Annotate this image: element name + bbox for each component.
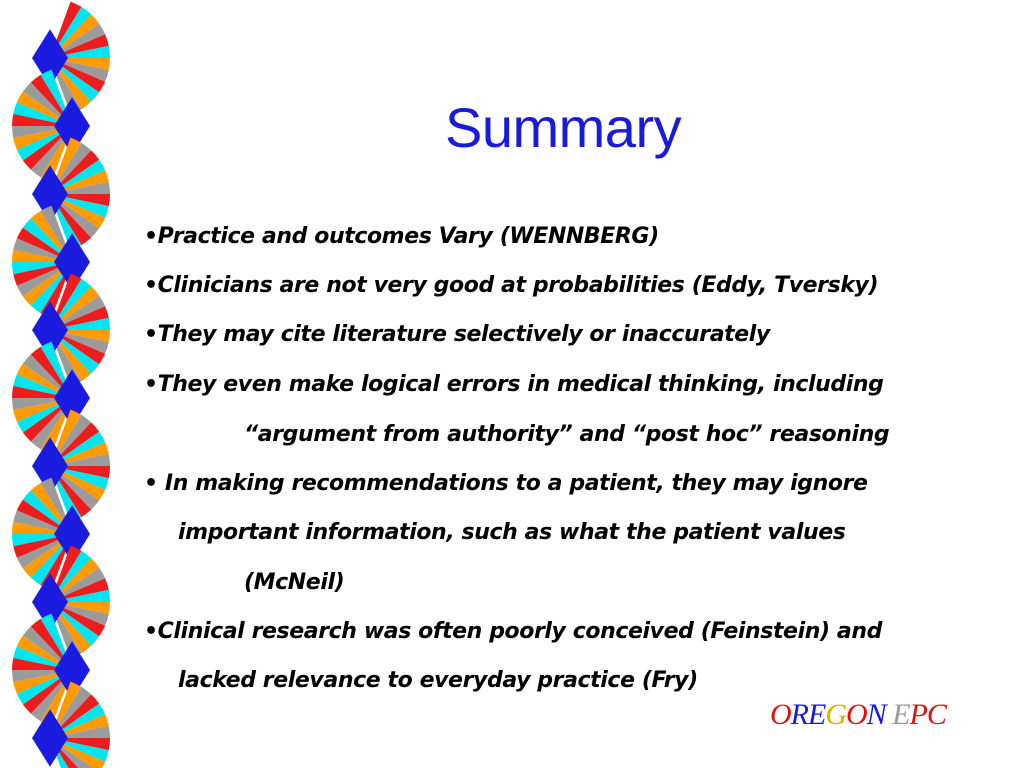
bullet-4: •They even make logical errors in medical thinking, including (144, 372, 884, 397)
decorative-fan-border (0, 0, 120, 768)
logo-letter: E (892, 698, 910, 731)
logo-letter: R (790, 698, 808, 731)
slide-title: Summary (445, 96, 682, 159)
bullet-6: •Clinical research was often poorly conceived (Feinstein) and (144, 619, 882, 644)
oregon-epc-logo (770, 700, 946, 730)
bullet-5: • In making recommendations to a patient, they may ignore (144, 471, 868, 496)
logo-letter: P (909, 698, 927, 731)
bullet-2: •Clinicians are not very good at probabilities (Eddy, Tversky) (144, 273, 879, 298)
bullet-4-continuation: “argument from authority” and “post hoc” reasoning (244, 422, 890, 447)
bullet-1: •Practice and outcomes Vary (WENNBERG) (144, 224, 659, 249)
logo-letter: C (926, 698, 946, 731)
bullet-5-continuation: important information, such as what the patient values (178, 520, 846, 545)
logo-letter: O (846, 698, 867, 731)
logo-letter: E (808, 698, 826, 731)
logo-letter: N (866, 698, 886, 731)
bullet-5-continuation-2: (McNeil) (244, 570, 345, 595)
logo-letter: O (770, 698, 791, 731)
bullet-6-continuation: lacked relevance to everyday practice (Fry) (178, 668, 698, 693)
bullet-3: •They may cite literature selectively or inaccurately (144, 322, 770, 347)
logo-letter: G (825, 698, 846, 731)
